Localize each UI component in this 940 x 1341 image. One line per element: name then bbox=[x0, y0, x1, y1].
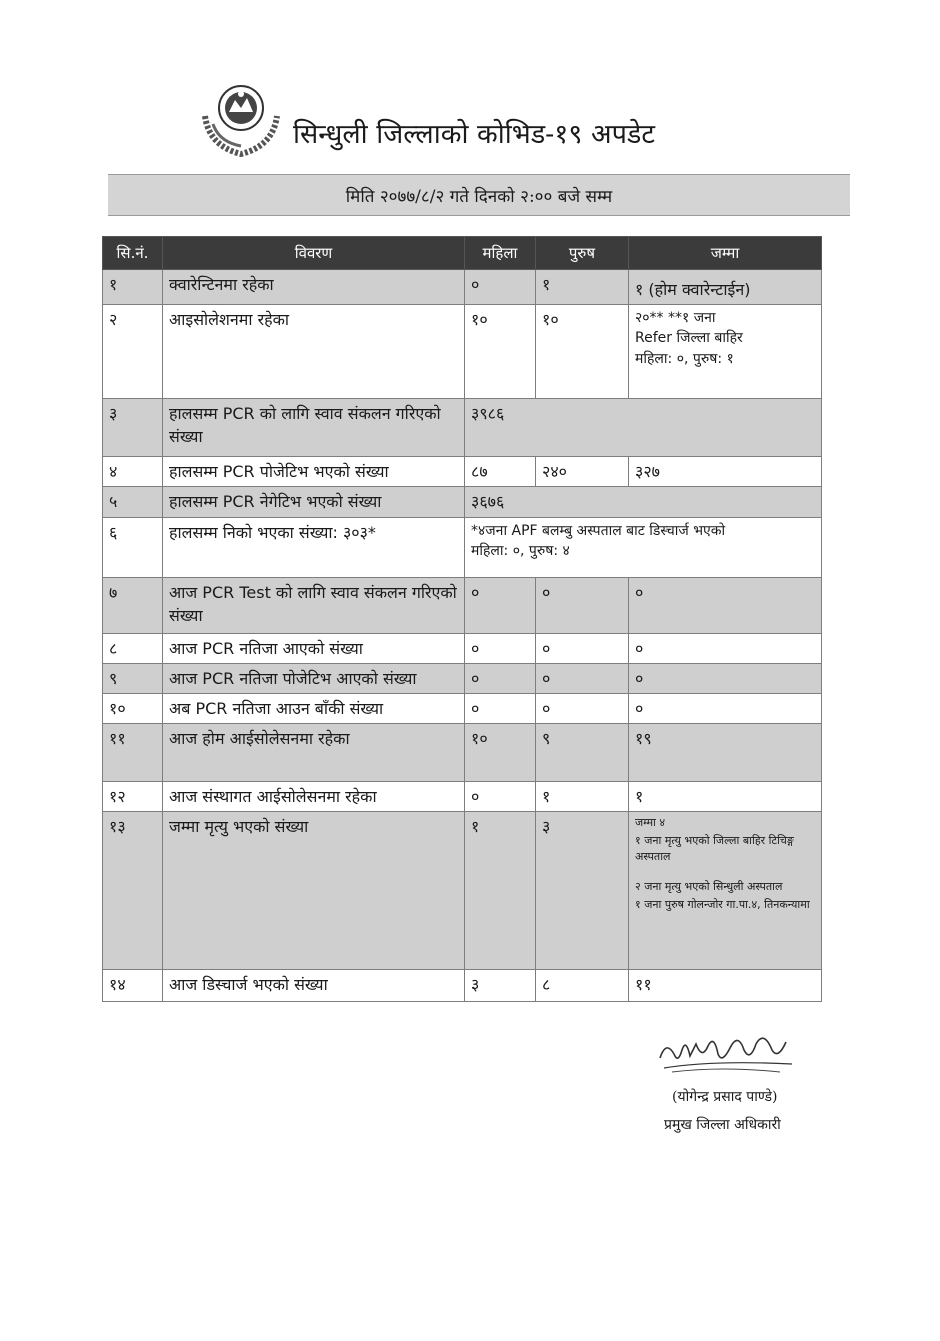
table-row bbox=[103, 487, 822, 517]
table-row bbox=[103, 782, 822, 812]
row-description: हालसम्म PCR नेगेटिभ भएको संख्या bbox=[163, 487, 465, 517]
date-bar bbox=[108, 174, 850, 216]
row-sn: १२ bbox=[103, 782, 163, 812]
row-value: ३६७६ bbox=[465, 487, 822, 517]
row-female: ८७ bbox=[465, 457, 536, 487]
row-sn: ५ bbox=[103, 487, 163, 517]
row-total: ११ bbox=[629, 970, 822, 1002]
row-female: १ bbox=[465, 812, 536, 970]
row-total: ३२७ bbox=[629, 457, 822, 487]
row-description: आइसोलेशनमा रहेका bbox=[163, 305, 465, 399]
col-header-male: पुरुष bbox=[536, 237, 629, 270]
row-description: आज PCR नतिजा पोजेटिभ आएको संख्या bbox=[163, 663, 465, 693]
row-sn: ८ bbox=[103, 633, 163, 663]
row-value bbox=[465, 517, 822, 577]
table-row bbox=[103, 517, 822, 577]
row-total: १९ bbox=[629, 724, 822, 782]
table-row bbox=[103, 970, 822, 1002]
signatory-name: (योगेन्द्र प्रसाद पाण्डे) bbox=[672, 1089, 778, 1105]
row-female: १० bbox=[465, 305, 536, 399]
table-header-row bbox=[103, 237, 822, 270]
row-sn: ११ bbox=[103, 724, 163, 782]
table-row bbox=[103, 633, 822, 663]
row-description: आज डिस्चार्ज भएको संख्या bbox=[163, 970, 465, 1002]
row-sn: १ bbox=[103, 270, 163, 305]
row-sn: १३ bbox=[103, 812, 163, 970]
value-line: *४जना APF बलम्बु अस्पताल बाट डिस्चार्ज भएको bbox=[471, 522, 726, 539]
table-row bbox=[103, 812, 822, 970]
row-female: ० bbox=[465, 633, 536, 663]
covid-update-table bbox=[102, 236, 822, 1002]
table-row bbox=[103, 577, 822, 633]
row-male: १० bbox=[536, 305, 629, 399]
table-row bbox=[103, 693, 822, 723]
handwritten-signature bbox=[652, 1020, 802, 1080]
row-male: १ bbox=[536, 782, 629, 812]
row-male: ८ bbox=[536, 970, 629, 1002]
row-description: आज संस्थागत आईसोलेसनमा रहेका bbox=[163, 782, 465, 812]
row-female: ० bbox=[465, 577, 536, 633]
row-value: ३९८६ bbox=[465, 399, 822, 457]
table-row bbox=[103, 724, 822, 782]
row-male: ० bbox=[536, 633, 629, 663]
col-header-sn: सि.नं. bbox=[103, 237, 163, 270]
date-line: मिति २०७७/८/२ गते दिनको २:०० बजे सम्म bbox=[345, 187, 613, 207]
table-row bbox=[103, 270, 822, 305]
row-sn: ३ bbox=[103, 399, 163, 457]
value-line: महिला: ०, पुरुष: ४ bbox=[471, 542, 570, 559]
row-total: ० bbox=[629, 693, 822, 723]
row-description: हालसम्म PCR को लागि स्वाव संकलन गरिएको संख्या bbox=[163, 399, 465, 457]
page-title: सिन्धुली जिल्लाको कोभिड-१९ अपडेट bbox=[293, 119, 655, 150]
row-sn: २ bbox=[103, 305, 163, 399]
total-line: २ जना मृत्यु भएको सिन्धुली अस्पताल bbox=[635, 880, 783, 894]
row-male: २४० bbox=[536, 457, 629, 487]
row-description: आज PCR नतिजा आएको संख्या bbox=[163, 633, 465, 663]
row-total: ० bbox=[629, 663, 822, 693]
row-male: ० bbox=[536, 577, 629, 633]
row-female: ० bbox=[465, 270, 536, 305]
row-total: ० bbox=[629, 577, 822, 633]
col-header-total: जम्मा bbox=[629, 237, 822, 270]
signatory-title: प्रमुख जिल्ला अधिकारी bbox=[664, 1117, 781, 1133]
header bbox=[195, 68, 715, 168]
total-line: १ जना पुरुष गोलन्जोर गा.पा.४, तिनकन्यामा bbox=[635, 898, 810, 912]
row-male: ९ bbox=[536, 724, 629, 782]
total-line: २०** **१ जना bbox=[635, 310, 716, 327]
total-line: १ जना मृत्यु भएको जिल्ला बाहिर टिचिङ्ग अस्पताल bbox=[635, 834, 794, 864]
col-header-female: महिला bbox=[465, 237, 536, 270]
row-total bbox=[629, 305, 822, 399]
government-seal-logo bbox=[195, 68, 287, 160]
row-male: ३ bbox=[536, 812, 629, 970]
row-description: आज PCR Test को लागि स्वाव संकलन गरिएको संख्या bbox=[163, 577, 465, 633]
row-sn: ४ bbox=[103, 457, 163, 487]
row-male: ० bbox=[536, 693, 629, 723]
row-total bbox=[629, 812, 822, 970]
row-female: ३ bbox=[465, 970, 536, 1002]
row-female: ० bbox=[465, 782, 536, 812]
col-header-description: विवरण bbox=[163, 237, 465, 270]
row-sn: ६ bbox=[103, 517, 163, 577]
row-description: हालसम्म PCR पोजेटिभ भएको संख्या bbox=[163, 457, 465, 487]
row-description: अब PCR नतिजा आउन बाँकी संख्या bbox=[163, 693, 465, 723]
row-sn: ९ bbox=[103, 663, 163, 693]
row-description: क्वारेन्टिनमा रहेका bbox=[163, 270, 465, 305]
row-description: हालसम्म निको भएका संख्या: ३०३* bbox=[163, 517, 465, 577]
row-total: १ bbox=[629, 782, 822, 812]
row-female: ० bbox=[465, 693, 536, 723]
row-male: ० bbox=[536, 663, 629, 693]
row-total: ० bbox=[629, 633, 822, 663]
row-sn: १४ bbox=[103, 970, 163, 1002]
total-line: Refer जिल्ला बाहिर bbox=[635, 330, 743, 347]
row-sn: १० bbox=[103, 693, 163, 723]
table-row bbox=[103, 457, 822, 487]
row-description: आज होम आईसोलेसनमा रहेका bbox=[163, 724, 465, 782]
row-total: १ (होम क्वारेन्टाईन) bbox=[629, 270, 822, 305]
total-line: जम्मा ४ bbox=[635, 816, 666, 830]
row-sn: ७ bbox=[103, 577, 163, 633]
table-row bbox=[103, 399, 822, 457]
row-female: १० bbox=[465, 724, 536, 782]
table-row bbox=[103, 305, 822, 399]
row-male: १ bbox=[536, 270, 629, 305]
row-description: जम्मा मृत्यु भएको संख्या bbox=[163, 812, 465, 970]
table-row bbox=[103, 663, 822, 693]
row-female: ० bbox=[465, 663, 536, 693]
total-line: महिला: ०, पुरुष: १ bbox=[635, 350, 734, 367]
